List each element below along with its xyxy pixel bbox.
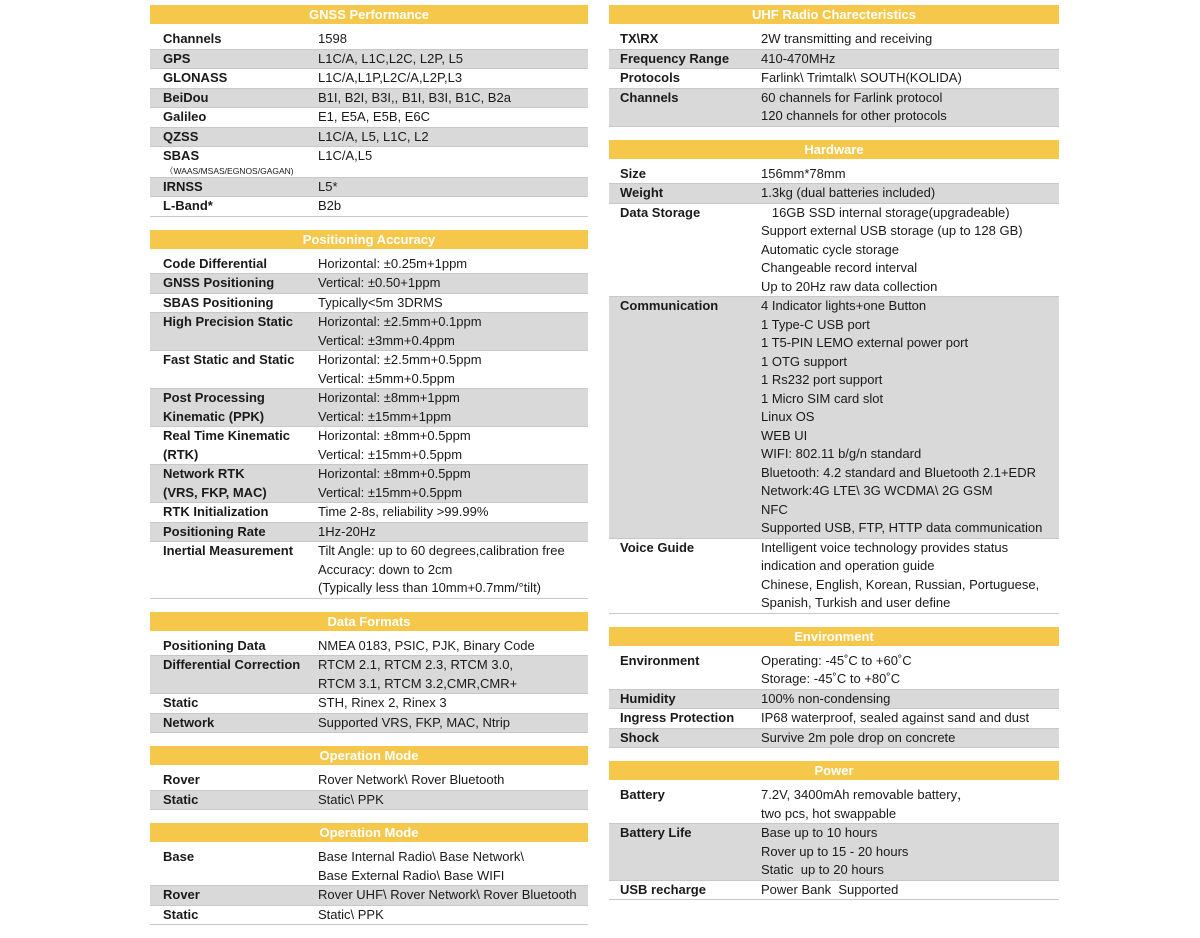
spec-value-line: Time 2-8s, reliability >99.99%	[318, 504, 489, 519]
spec-value	[761, 204, 1059, 297]
spec-value-line: (Typically less than 10mm+0.7mm/°tilt)	[318, 580, 542, 595]
section-power	[609, 761, 1059, 900]
spec-value-line: Farlink\ Trimtalk\ SOUTH(KOLIDA)	[761, 70, 962, 85]
spec-label: Weight	[620, 185, 664, 200]
spec-label: Real Time Kinematic (RTK)	[163, 428, 290, 462]
spec-value-line: Operating: -45˚C to +60˚C	[761, 652, 912, 668]
spec-value	[761, 30, 1059, 49]
spec-value-line: 1.3kg (dual batteries included)	[761, 185, 936, 200]
spec-label: SBAS （WAAS/MSAS/EGNOS/GAGAN)	[150, 147, 318, 177]
spec-row	[150, 30, 588, 50]
spec-label: Humidity	[620, 690, 676, 706]
spec-label: Protocols	[620, 70, 680, 85]
spec-value-line: Network:4G LTE\ 3G WCDMA\ 2G GSM	[761, 483, 993, 498]
spec-row	[609, 165, 1059, 185]
spec-row	[150, 313, 588, 351]
spec-value-line: WEB UI	[761, 427, 808, 443]
section-gnss-performance	[150, 5, 588, 217]
spec-row	[150, 351, 588, 389]
spec-value	[318, 542, 588, 598]
spec-value-line: Chinese, English, Korean, Russian, Portuguese,	[761, 576, 1040, 592]
spec-value	[318, 791, 588, 810]
spec-value-line: Automatic cycle storage	[761, 241, 900, 257]
spec-row	[150, 771, 588, 791]
spec-row	[609, 184, 1059, 204]
spec-label: GPS	[163, 50, 191, 66]
spec-row	[609, 50, 1059, 70]
spec-value-line: Rover Network\ Rover Bluetooth	[318, 772, 505, 787]
spec-row	[150, 128, 588, 148]
section-operation-mode	[150, 746, 588, 810]
spec-label: L-Band*	[163, 198, 213, 213]
spec-label: Post Processing Kinematic (PPK)	[163, 390, 265, 424]
spec-value-line: Bluetooth: 4.2 standard and Bluetooth 2.1+EDR	[761, 464, 1036, 480]
spec-value-line: Horizontal: ±8mm+1ppm	[318, 390, 460, 405]
spec-value	[761, 652, 1059, 689]
section-header: Operation Mode	[150, 823, 588, 842]
spec-label: TX\RX	[620, 31, 659, 46]
spec-value	[318, 503, 588, 522]
spec-value-line: Vertical: ±5mm+0.5ppm	[318, 370, 455, 386]
spec-value	[761, 184, 1059, 203]
spec-value-line: Linux OS	[761, 409, 815, 424]
spec-value	[318, 50, 588, 69]
spec-value-line: Supported VRS, FKP, MAC, Ntrip	[318, 714, 510, 730]
spec-row	[150, 714, 588, 734]
spec-row	[150, 465, 588, 503]
spec-value-line: Vertical: ±3mm+0.4ppm	[318, 332, 455, 348]
spec-value-line: 100% non-condensing	[761, 690, 891, 706]
spec-value-line: Static up to 20 hours	[761, 862, 884, 877]
spec-value-line: Accuracy: down to 2cm	[318, 561, 453, 577]
spec-value	[318, 656, 588, 693]
spec-label: SBAS Positioning	[163, 294, 274, 310]
spec-value-line: Horizontal: ±2.5mm+0.5ppm	[318, 352, 482, 367]
spec-value-line: Static\ PPK	[318, 906, 384, 922]
spec-value-line: 60 channels for Farlink protocol	[761, 89, 943, 105]
spec-value-line: Vertical: ±0.50+1ppm	[318, 275, 441, 290]
spec-row	[150, 197, 588, 217]
spec-value-line: Supported USB, FTP, HTTP data communication	[761, 520, 1043, 535]
spec-value-line: 4 Indicator lights+one Button	[761, 298, 927, 313]
spec-label: Ingress Protection	[620, 710, 735, 725]
spec-value	[318, 523, 588, 542]
spec-value-line: two pcs, hot swappable	[761, 805, 897, 821]
section-hardware	[609, 140, 1059, 614]
spec-label: Inertial Measurement	[163, 543, 294, 558]
spec-value-line: 7.2V, 3400mAh removable battery，	[761, 787, 971, 802]
spec-label: Rover	[163, 772, 200, 787]
spec-label: Data Storage	[620, 204, 701, 220]
spec-value-line: L5*	[318, 178, 338, 194]
spec-label: Frequency Range	[620, 50, 730, 66]
spec-value-line: B1I, B2I, B3I,, B1I, B3I, B1C, B2a	[318, 89, 511, 105]
spec-value-line: L1C/A, L5, L1C, L2	[318, 128, 429, 144]
spec-value-line: Horizontal: ±8mm+0.5ppm	[318, 428, 471, 443]
spec-value	[761, 539, 1059, 613]
spec-row	[150, 906, 588, 926]
spec-row	[150, 886, 588, 906]
spec-label: Base	[163, 849, 195, 864]
spec-row	[609, 786, 1059, 824]
spec-label: Voice Guide	[620, 539, 695, 555]
spec-row	[150, 274, 588, 294]
spec-value-line: NMEA 0183, PSIC, PJK, Binary Code	[318, 637, 535, 653]
spec-value	[761, 786, 1059, 823]
spec-value-line: 1Hz-20Hz	[318, 523, 376, 539]
spec-value-line: 1 OTG support	[761, 353, 847, 369]
spec-value	[761, 50, 1059, 69]
spec-value-line: Power Bank Supported	[761, 881, 899, 897]
section-header: Operation Mode	[150, 746, 588, 765]
spec-label: Rover	[163, 887, 200, 902]
spec-label: Battery Life	[620, 825, 692, 840]
spec-value-line: 120 channels for other protocols	[761, 108, 947, 123]
section-header: Data Formats	[150, 612, 588, 631]
spec-value-line: E1, E5A, E5B, E6C	[318, 109, 431, 124]
spec-label: GNSS Positioning	[163, 275, 275, 290]
spec-value-line: Static\ PPK	[318, 791, 384, 807]
spec-value	[318, 465, 588, 502]
spec-label: Shock	[620, 729, 660, 745]
spec-value-line: B2b	[318, 198, 342, 213]
spec-value	[761, 709, 1059, 728]
spec-row	[609, 690, 1059, 710]
spec-label: Size	[620, 165, 647, 181]
spec-value-line: Base up to 10 hours	[761, 825, 878, 840]
spec-value	[318, 108, 588, 127]
spec-label: Positioning Rate	[163, 523, 266, 539]
spec-row	[150, 427, 588, 465]
spec-value-line: Base Internal Radio\ Base Network\	[318, 849, 524, 864]
spec-label: Network RTK (VRS, FKP, MAC)	[163, 466, 267, 500]
spec-value-line: 16GB SSD internal storage(upgradeable)	[761, 204, 1010, 220]
spec-label: RTK Initialization	[163, 504, 269, 519]
spec-row	[150, 50, 588, 70]
spec-row	[150, 637, 588, 657]
spec-value	[318, 351, 588, 388]
spec-value-line: 2W transmitting and receiving	[761, 31, 933, 46]
spec-value-line: IP68 waterproof, sealed against sand and dust	[761, 710, 1030, 725]
spec-value	[318, 294, 588, 313]
spec-label: Environment	[620, 652, 700, 668]
spec-row	[609, 204, 1059, 298]
spec-value-line: STH, Rinex 2, Rinex 3	[318, 695, 447, 710]
spec-row	[150, 848, 588, 886]
spec-value-line: Horizontal: ±8mm+0.5ppm	[318, 466, 471, 481]
spec-value-line: Tilt Angle: up to 60 degrees,calibration free	[318, 543, 565, 558]
spec-row	[609, 709, 1059, 729]
spec-label: QZSS	[163, 128, 199, 144]
spec-value	[318, 637, 588, 656]
spec-value	[761, 297, 1059, 538]
spec-value-line: Support external USB storage (up to 128 GB)	[761, 223, 1023, 238]
spec-row	[609, 89, 1059, 127]
spec-value	[761, 824, 1059, 880]
spec-value-line: RTCM 2.1, RTCM 2.3, RTCM 3.0,	[318, 657, 514, 672]
spec-value	[318, 30, 588, 49]
spec-row	[609, 69, 1059, 89]
spec-label: USB recharge	[620, 881, 706, 897]
section-header: Positioning Accuracy	[150, 230, 588, 249]
spec-label: Positioning Data	[163, 637, 266, 653]
spec-value-line: L1C/A,L5	[318, 148, 373, 163]
spec-value-line: 156mm*78mm	[761, 165, 846, 181]
section-positioning-accuracy	[150, 230, 588, 599]
spec-value-line: Changeable record interval	[761, 260, 918, 275]
spec-value-line: Horizontal: ±2.5mm+0.1ppm	[318, 314, 482, 329]
spec-label: Differential Correction	[163, 657, 301, 672]
spec-value-line: L1C/A,L1P,L2C/A,L2P,L3	[318, 70, 463, 85]
spec-label: Static	[163, 906, 199, 922]
spec-row	[150, 69, 588, 89]
spec-label: BeiDou	[163, 89, 209, 105]
spec-value	[318, 274, 588, 293]
section-header: UHF Radio Charecteristics	[609, 5, 1059, 24]
spec-row	[150, 694, 588, 714]
spec-value-line: Typically<5m 3DRMS	[318, 294, 443, 310]
spec-row	[150, 542, 588, 599]
spec-label: Channels	[620, 89, 679, 105]
spec-row	[609, 652, 1059, 690]
spec-label: Network	[163, 714, 215, 730]
spec-value	[761, 729, 1059, 748]
spec-value	[318, 906, 588, 925]
spec-value-line: Rover UHF\ Rover Network\ Rover Bluetooth	[318, 887, 577, 902]
spec-value-line: Vertical: ±15mm+1ppm	[318, 408, 452, 424]
spec-row	[150, 523, 588, 543]
spec-row	[150, 294, 588, 314]
section-header: Power	[609, 761, 1059, 780]
spec-row	[609, 729, 1059, 749]
spec-row	[609, 824, 1059, 881]
spec-value-line: WIFI: 802.11 b/g/n standard	[761, 446, 922, 461]
spec-sublabel: （WAAS/MSAS/EGNOS/GAGAN)	[165, 165, 294, 176]
spec-value	[318, 89, 588, 108]
spec-value-line: Vertical: ±15mm+0.5ppm	[318, 446, 463, 462]
spec-value	[318, 389, 588, 426]
spec-value	[318, 313, 588, 350]
left-column	[150, 5, 588, 938]
spec-value-line: Rover up to 15 - 20 hours	[761, 843, 909, 859]
spec-value	[318, 771, 588, 790]
section-operation-mode	[150, 823, 588, 925]
spec-value	[318, 197, 588, 216]
spec-value-line: Horizontal: ±0.25m+1ppm	[318, 255, 468, 271]
spec-value-line: Survive 2m pole drop on concrete	[761, 729, 956, 745]
spec-value-line: L1C/A, L1C,L2C, L2P, L5	[318, 50, 464, 66]
spec-row	[609, 30, 1059, 50]
spec-row	[609, 539, 1059, 614]
spec-value	[318, 128, 588, 147]
spec-label: Static	[163, 695, 199, 710]
section-data-formats	[150, 612, 588, 734]
spec-row	[609, 297, 1059, 539]
spec-row	[150, 255, 588, 275]
spec-value	[318, 255, 588, 274]
spec-label: Static	[163, 791, 199, 807]
spec-value-line: 1598	[318, 31, 347, 46]
spec-row	[609, 881, 1059, 901]
spec-value	[761, 165, 1059, 184]
spec-value	[761, 881, 1059, 900]
spec-label: Battery	[620, 787, 665, 802]
spec-row	[150, 656, 588, 694]
spec-row	[150, 791, 588, 811]
spec-label: GLONASS	[163, 70, 228, 85]
spec-value	[761, 690, 1059, 709]
spec-row	[150, 178, 588, 198]
spec-value-line: Intelligent voice technology provides status	[761, 539, 1009, 555]
spec-label: IRNSS	[163, 178, 203, 194]
spec-value	[318, 427, 588, 464]
spec-row	[150, 108, 588, 128]
spec-value-line: Spanish, Turkish and user define	[761, 595, 951, 610]
spec-value	[318, 694, 588, 713]
section-header: GNSS Performance	[150, 5, 588, 24]
spec-value-line: RTCM 3.1, RTCM 3.2,CMR,CMR+	[318, 675, 518, 691]
spec-row	[150, 89, 588, 109]
spec-value	[318, 714, 588, 733]
section-header: Hardware	[609, 140, 1059, 159]
spec-value	[318, 69, 588, 88]
spec-label: Fast Static and Static	[163, 352, 295, 367]
spec-value	[761, 69, 1059, 88]
spec-value-line: 1 T5-PIN LEMO external power port	[761, 335, 969, 350]
spec-value-line: Storage: -45˚C to +80˚C	[761, 671, 901, 686]
spec-label: High Precision Static	[163, 314, 294, 329]
spec-value-line: 1 Micro SIM card slot	[761, 390, 884, 406]
spec-value	[318, 178, 588, 197]
spec-row	[150, 147, 588, 178]
spec-value-line: 1 Type-C USB port	[761, 316, 870, 332]
section-header: Environment	[609, 627, 1059, 646]
section-uhf-radio-charecteristics	[609, 5, 1059, 127]
spec-value	[318, 147, 588, 177]
section-environment	[609, 627, 1059, 749]
spec-value-line: indication and operation guide	[761, 558, 935, 573]
spec-row	[150, 389, 588, 427]
spec-label: Channels	[163, 31, 222, 46]
spec-value	[761, 89, 1059, 126]
spec-value-line: Vertical: ±15mm+0.5ppm	[318, 484, 463, 500]
spec-label: Galileo	[163, 109, 207, 124]
spec-value-line: 410-470MHz	[761, 50, 836, 66]
right-column	[609, 5, 1059, 913]
spec-label: Code Differential	[163, 255, 268, 271]
spec-value-line: Up to 20Hz raw data collection	[761, 278, 938, 294]
spec-value-line: NFC	[761, 501, 788, 517]
spec-label: Communication	[620, 298, 719, 313]
spec-row	[150, 503, 588, 523]
spec-value	[318, 886, 588, 905]
spec-value-line: 1 Rs232 port support	[761, 372, 883, 387]
spec-value	[318, 848, 588, 885]
spec-value-line: Base External Radio\ Base WIFI	[318, 867, 505, 883]
